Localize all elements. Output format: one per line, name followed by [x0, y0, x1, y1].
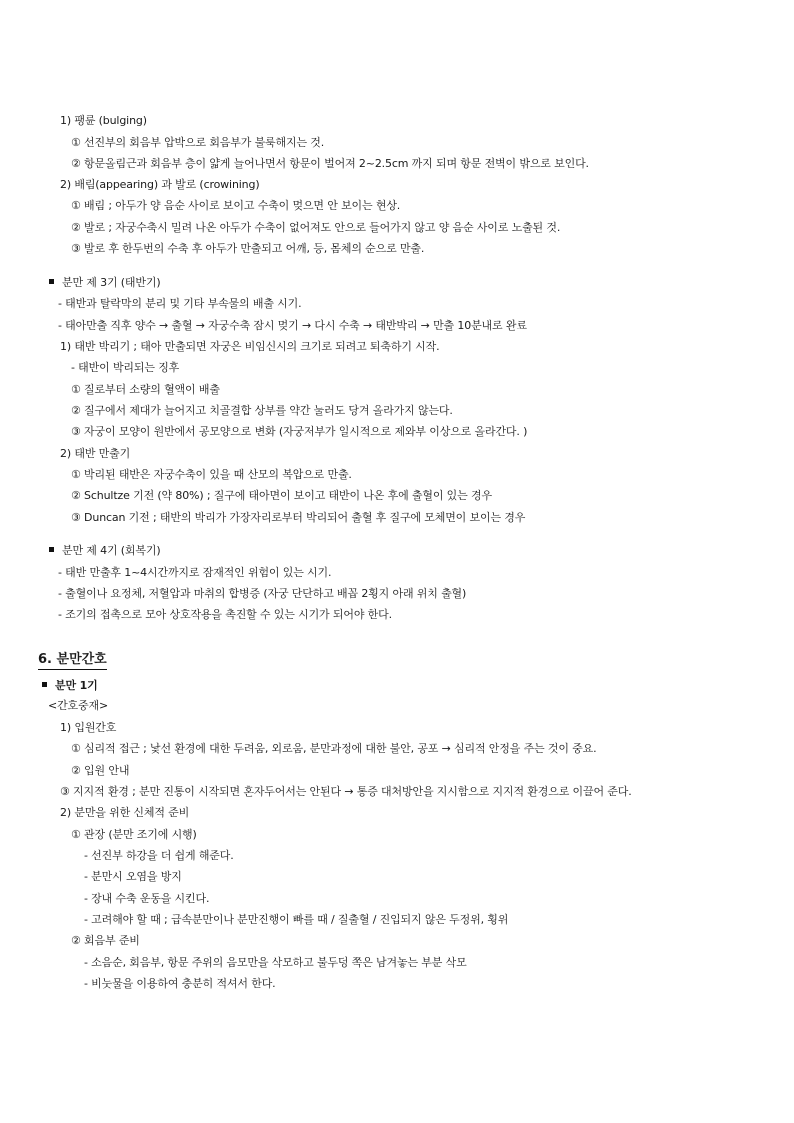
crowning-item-3: ③ 발로 후 한두번의 수축 후 아두가 만출되고 어깨, 등, 몸체의 순으로 만출. [71, 242, 425, 255]
stage4-desc-3: - 조기의 접촉으로 모아 상호작용을 촉진할 수 있는 시기가 되어야 한다. [58, 608, 392, 621]
stage4-desc-1: - 태반 만출후 1~4시간까지로 잠재적인 위험이 있는 시기. [58, 566, 332, 579]
separation-sign-2: ② 질구에서 제대가 늘어지고 치골결합 상부를 약간 눌러도 당겨 올라가지 않는다. [71, 404, 453, 417]
placenta-delivery-1: ① 박리된 태반은 자궁수축이 있을 때 산모의 복압으로 만출. [71, 468, 352, 481]
crowning-item-1: ① 배림 ; 아두가 양 음순 사이로 보이고 수축이 멎으면 안 보이는 현상. [71, 199, 401, 212]
enema-item-2: - 분만시 오염을 방지 [84, 870, 182, 883]
labor-stage1-title-text: 분만 1기 [55, 679, 98, 692]
stage3-title-text: 분만 제 3기 (태반기) [62, 276, 161, 289]
admission-care-3: ③ 지지적 환경 ; 분만 진통이 시작되면 혼자두어서는 안된다 → 통증 대처방안을 지시함으로 지지적 환경으로 이끌어 준다. [60, 785, 632, 798]
enema-item-1: - 선진부 하강을 더 쉽게 해준다. [84, 849, 234, 862]
perineal-prep-2: - 비눗물을 이용하여 충분히 적셔서 한다. [84, 977, 276, 990]
crowning-item-2: ② 발로 ; 자궁수축시 밀려 나온 아두가 수축이 없어져도 안으로 들어가지 않고 양 음순 사이로 노출된 것. [71, 221, 561, 234]
stage4-title [49, 543, 161, 559]
square-bullet-icon [49, 279, 54, 284]
perineal-prep-heading: ② 회음부 준비 [71, 934, 140, 947]
crowning-heading: 2) 배림(appearing) 과 발로 (crowining) [60, 178, 260, 191]
placenta-separation-heading: 1) 태반 박리기 ; 태아 만출되면 자궁은 비임신시의 크기로 되려고 퇴축하기 시작. [60, 340, 440, 353]
perineal-prep-1: - 소음순, 회음부, 항문 주위의 음모만을 삭모하고 불두덩 쪽은 남겨놓는 부분 삭모 [84, 956, 467, 969]
separation-sign-1: ① 질로부터 소량의 혈액이 배출 [71, 383, 220, 396]
placenta-delivery-heading: 2) 태반 만출기 [60, 447, 131, 460]
square-bullet-icon [49, 547, 54, 552]
admission-care-1: ① 심리적 접근 ; 낯선 환경에 대한 두려움, 외로움, 분만과정에 대한 불안, 공포 → 심리적 안정을 주는 것이 중요. [71, 742, 597, 755]
bulging-heading: 1) 팽륜 (bulging) [60, 114, 147, 127]
stage3-title [49, 275, 161, 291]
square-bullet-icon [42, 682, 47, 687]
stage3-desc-1: - 태반과 탈락막의 분리 및 기타 부속물의 배출 시기. [58, 297, 302, 310]
bulging-item-1: ① 선진부의 회음부 압박으로 회음부가 불룩해지는 것. [71, 136, 325, 149]
intervention-label: <간호중재> [48, 699, 109, 712]
enema-heading: ① 관장 (분만 조기에 시행) [71, 828, 197, 841]
labor-stage1-title [42, 678, 98, 694]
stage3-desc-2: - 태아만출 직후 양수 → 출혈 → 자궁수축 잠시 멎기 → 다시 수축 → 태반박리 → 만출 10분내로 완료 [58, 319, 527, 332]
section-heading: 6. 분만간호 [38, 651, 107, 670]
physical-prep-heading: 2) 분만을 위한 신체적 준비 [60, 806, 190, 819]
separation-signs-label: - 태반이 박리되는 징후 [71, 361, 180, 374]
admission-care-2: ② 입원 안내 [71, 764, 130, 777]
separation-sign-3: ③ 자궁이 모양이 원반에서 공모양으로 변화 (자궁저부가 일시적으로 제와부 이상으로 올라간다. ) [71, 425, 528, 438]
stage4-desc-2: - 출혈이나 요정체, 저혈압과 마취의 합병증 (자궁 단단하고 배꼽 2횡지 아래 위치 출혈) [58, 587, 467, 600]
bulging-item-2: ② 항문올림근과 회음부 층이 얇게 늘어나면서 항문이 벌어져 2~2.5cm 까지 되며 항문 전벽이 밖으로 보인다. [71, 157, 589, 170]
placenta-delivery-2: ② Schultze 기전 (약 80%) ; 질구에 태아면이 보이고 태반이 나온 후에 출혈이 있는 경우 [71, 489, 492, 502]
admission-care-heading: 1) 입원간호 [60, 721, 117, 734]
placenta-delivery-3: ③ Duncan 기전 ; 태반의 박리가 가장자리로부터 박리되어 출혈 후 질구에 모체면이 보이는 경우 [71, 511, 526, 524]
enema-item-4: - 고려해야 할 때 ; 급속분만이나 분만진행이 빠를 때 / 질출혈 / 진입되지 않은 두정위, 횡위 [84, 913, 509, 926]
stage4-title-text: 분만 제 4기 (회복기) [62, 544, 161, 557]
enema-item-3: - 장내 수축 운동을 시킨다. [84, 892, 210, 905]
